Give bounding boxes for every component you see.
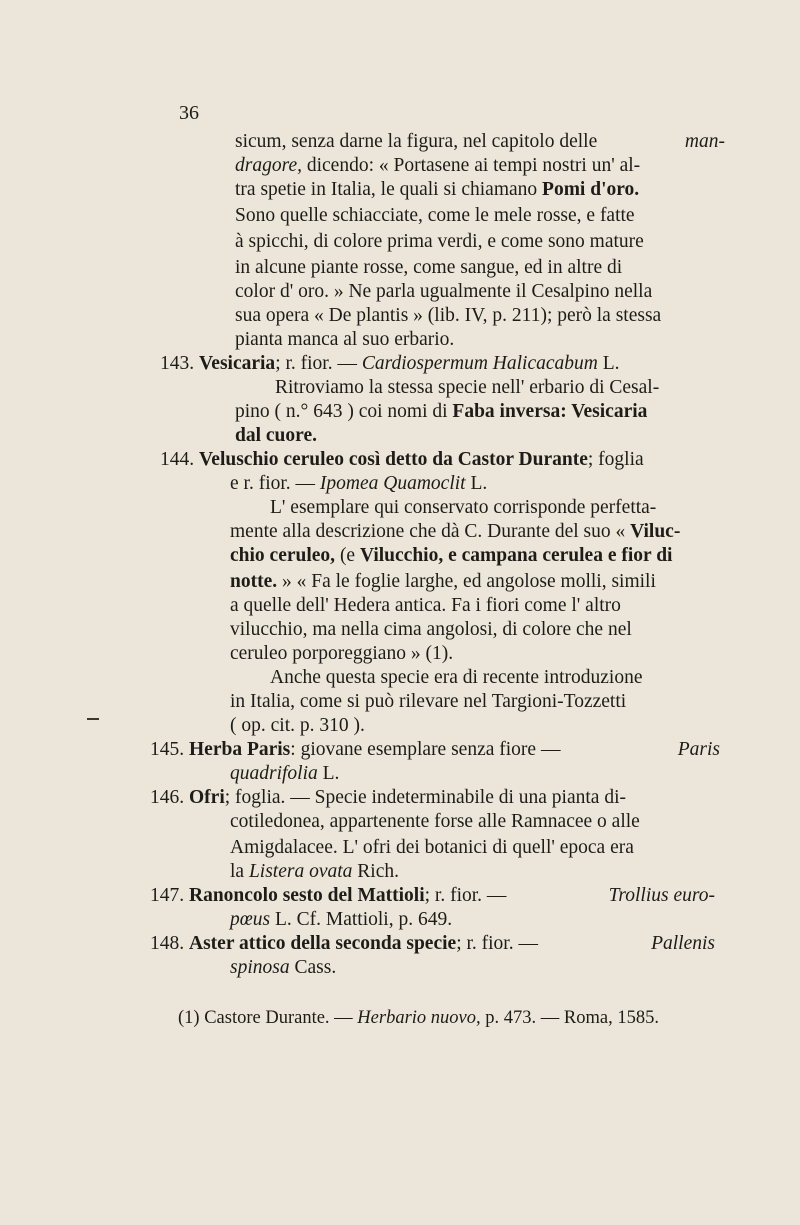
entry-148: 148. Aster attico della seconda specie; r. fior. — Pallenis <box>150 933 715 954</box>
text-line: vilucchio, ma nella cima angolosi, di colore che nel <box>230 619 632 640</box>
entry-144: 144. Veluschio ceruleo così detto da Castor Durante; foglia <box>160 449 644 470</box>
entry-146: 146. Ofri; foglia. — Specie indeterminabile di una pianta di- <box>150 787 626 808</box>
text-line: sua opera « De plantis » (lib. IV, p. 211); però la stessa <box>235 305 662 326</box>
text-line: à spicchi, di colore prima verdi, e come sono mature <box>235 231 644 252</box>
text-line: Anche questa specie era di recente introduzione <box>270 667 643 688</box>
text-line: tra spetie in Italia, le quali si chiamano Pomi d'oro. <box>235 179 640 200</box>
text-line: notte. » « Fa le foglie larghe, ed angolose molli, simili <box>230 571 656 592</box>
text-line: ceruleo porporeggiano » (1). <box>230 643 454 664</box>
text-line: Ritroviamo la stessa specie nell' erbario di Cesal- <box>275 377 660 398</box>
entry-145: 145. Herba Paris: giovane esemplare senza fiore — Paris <box>150 739 720 760</box>
text-line: L' esemplare qui conservato corrisponde perfetta- <box>270 497 657 518</box>
text-line: dragore, dicendo: « Portasene ai tempi nostri un' al- <box>235 155 641 176</box>
text-line: ( op. cit. p. 310 ). <box>230 715 365 736</box>
text-line: cotiledonea, appartenente forse alle Ramnacee o alle <box>230 811 640 832</box>
text-line: sicum, senza darne la figura, nel capitolo delle man- <box>235 131 725 152</box>
footnote: (1) Castore Durante. — Herbario nuovo, p. 473. — Roma, 1585. <box>178 1008 659 1028</box>
text-line: Amigdalacee. L' ofri dei botanici di quell' epoca era <box>230 837 634 858</box>
entry-147: 147. Ranoncolo sesto del Mattioli; r. fior. — Trollius euro- <box>150 885 715 906</box>
text-line: pianta manca al suo erbario. <box>235 329 455 350</box>
text-line: in alcune piante rosse, come sangue, ed in altre di <box>235 257 623 278</box>
text-line: chio ceruleo, (e Vilucchio, e campana cerulea e fior di <box>230 545 673 566</box>
text-line: quadrifolia L. <box>230 763 340 784</box>
text-line: pœus L. Cf. Mattioli, p. 649. <box>230 909 453 930</box>
text-line: color d' oro. » Ne parla ugualmente il Cesalpino nella <box>235 281 653 302</box>
text-line: in Italia, come si può rilevare nel Targioni-Tozzetti <box>230 691 627 712</box>
margin-mark <box>87 718 99 720</box>
text-line: Sono quelle schiacciate, come le mele rosse, e fatte <box>235 205 635 226</box>
text-line: e r. fior. — Ipomea Quamoclit L. <box>230 473 488 494</box>
text-line: pino ( n.° 643 ) coi nomi di Faba inversa: Vesicaria <box>235 401 648 422</box>
page-number: 36 <box>179 102 199 124</box>
text-line: mente alla descrizione che dà C. Durante del suo « Viluc- <box>230 521 681 542</box>
text-line: spinosa Cass. <box>230 957 337 978</box>
text-line: la Listera ovata Rich. <box>230 861 400 882</box>
text-line: dal cuore. <box>235 425 317 446</box>
text-line: a quelle dell' Hedera antica. Fa i fiori come l' altro <box>230 595 621 616</box>
entry-143: 143. Vesicaria; r. fior. — Cardiospermum Halicacabum L. <box>160 353 620 374</box>
